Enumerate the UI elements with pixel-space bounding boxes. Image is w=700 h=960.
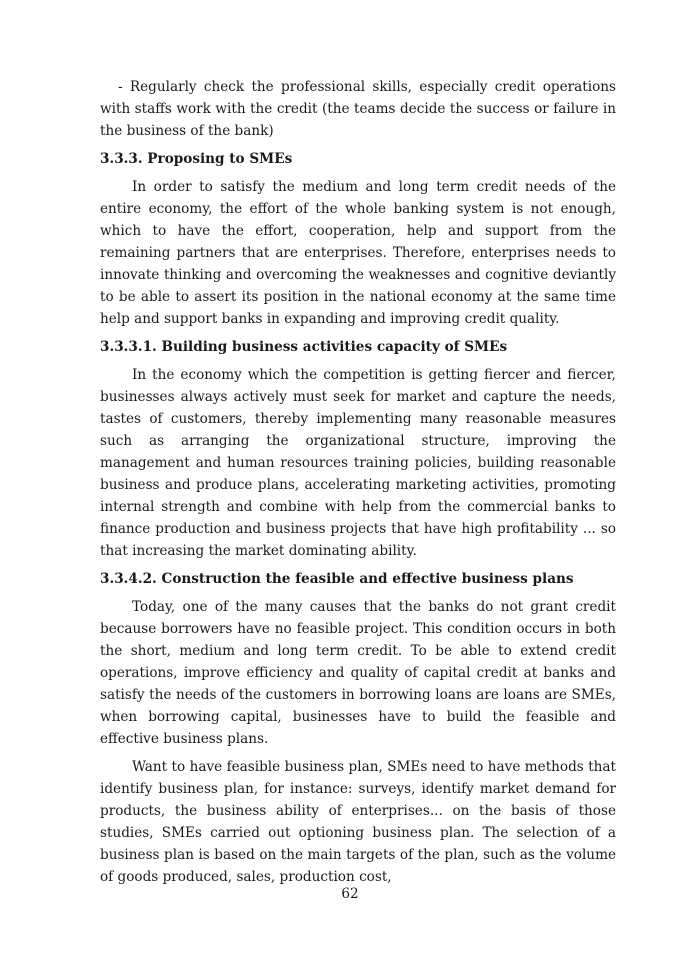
body-paragraph: In the economy which the competition is getting fiercer and fiercer, businesses always actively must seek for market and capture the needs, tastes of customers, thereby implementing many reasonable measures such as arranging the organizational structure, improving the management and human resources training policies, building reasonable business and produce plans, accelerating marketing activities, promoting internal strength and combine with help from the commercial banks to finance production and business projects that have high profitability ... so that increasing the market dominating ability. <box>100 367 616 559</box>
subsection-heading: 3.3.3.1. Building business activities capacity of SMEs <box>100 339 508 355</box>
page-number: 62 <box>341 886 359 902</box>
subsection-heading: 3.3.4.2. Construction the feasible and effective business plans <box>100 571 574 587</box>
body-paragraph: Want to have feasible business plan, SMEs need to have methods that identify business plan, for instance: surveys, identify market demand for products, the business ability of enterprises... on the basis of those studies, SMEs carried out optioning business plan. The selection of a business plan is based on the main targets of the plan, such as the volume of goods produced, sales, production cost, <box>100 759 616 885</box>
body-paragraph: In order to satisfy the medium and long term credit needs of the entire economy, the effort of the whole banking system is not enough, which to have the effort, cooperation, help and support from the remaining partners that are enterprises. Therefore, enterprises needs to innovate thinking and overcoming the weaknesses and cognitive deviantly to be able to assert its position in the national economy at the same time help and support banks in expanding and improving credit quality. <box>100 179 616 327</box>
section-heading: 3.3.3. Proposing to SMEs <box>100 151 293 167</box>
bullet-paragraph: - Regularly check the professional skills, especially credit operations with staffs work with the credit (the teams decide the success or failure in the business of the bank) <box>100 79 616 139</box>
body-paragraph: Today, one of the many causes that the banks do not grant credit because borrowers have no feasible project. This condition occurs in both the short, medium and long term credit. To be able to extend credit operations, improve efficiency and quality of capital credit at banks and satisfy the needs of the customers in borrowing loans are loans are SMEs, when borrowing capital, businesses have to build the feasible and effective business plans. <box>100 599 616 747</box>
page-content <box>100 76 616 894</box>
